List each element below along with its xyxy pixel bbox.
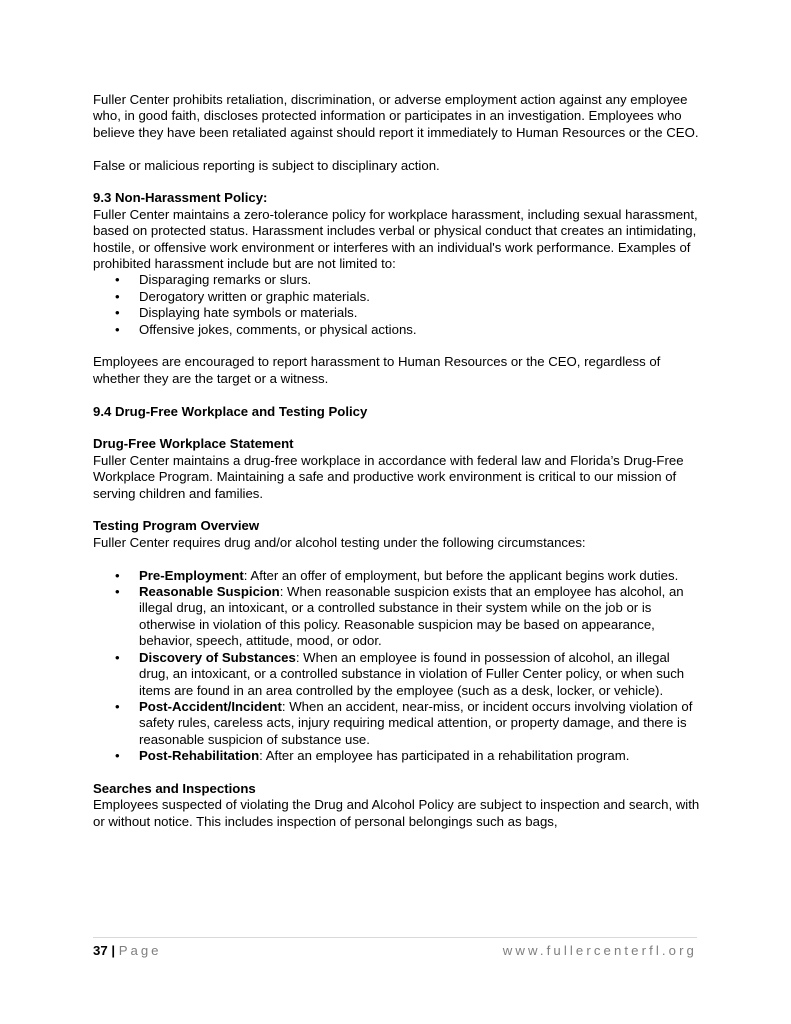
list-item-term: Post-Rehabilitation — [139, 748, 260, 764]
list-item: • Offensive jokes, comments, or physical actions. — [93, 322, 703, 338]
list-item-term: Discovery of Substances — [139, 649, 296, 665]
list-item — [93, 584, 703, 650]
list-item-text: : When an accident, near-miss, or incident occurs involving violation of safety rules, careless acts, injury requiring medical attention, or property damage, and there is reasonable suspicion of substance use. — [139, 698, 693, 747]
searches-heading: Searches and Inspections — [93, 780, 256, 796]
retaliation-paragraph: Fuller Center prohibits retaliation, discrimination, or adverse employment action against any employee who, in good faith, discloses protected information or participates in an investigation. Employees who believe they have been retaliated against should report it immediately to Human Resources or the CEO. — [93, 92, 699, 140]
list-item — [93, 699, 703, 748]
list-item: • Derogatory written or graphic materials. — [93, 289, 703, 305]
list-item-text: : After an offer of employment, but before the applicant begins work duties. — [243, 567, 679, 583]
page-separator: | — [111, 943, 116, 958]
false-reporting-paragraph: False or malicious reporting is subject to disciplinary action. — [93, 157, 440, 173]
searches-body: Employees suspected of violating the Drug and Alcohol Policy are subject to inspection and search, with or without notice. This includes inspection of personal belongings such as bags, — [93, 797, 700, 829]
list-item-term: Reasonable Suspicion — [139, 584, 280, 600]
page-word: Page — [118, 943, 162, 958]
list-item-text: : When an employee is found in possession of alcohol, an illegal drug, an intoxicant, or a controlled substance in violation of Fuller Center policy, or when such items are found in an area controlled by the employee (such as a desk, locker, or vehicle). — [139, 649, 685, 698]
page-footer — [93, 937, 697, 960]
list-item — [93, 650, 703, 699]
harassment-report-paragraph: Employees are encouraged to report harassment to Human Resources or the CEO, regardless of whether they are the target or a witness. — [93, 354, 661, 386]
page-label — [93, 942, 162, 960]
list-item: • Displaying hate symbols or materials. — [93, 305, 703, 321]
list-item — [93, 568, 703, 584]
drug-free-statement-heading: Drug-Free Workplace Statement — [93, 436, 294, 452]
list-item-text: : When reasonable suspicion exists that an employee has alcohol, an illegal drug, an intoxicant, or a controlled substance in their system while on the job or is otherwise in violation of this policy. Reasonable suspicion may be based on appearance, behavior, speech, attitude, mood, or odor. — [139, 584, 684, 649]
section-9-3-body: Fuller Center maintains a zero-tolerance policy for workplace harassment, including sexual harassment, based on protected status. Harassment includes verbal or physical conduct that creates an intimidating, hostile, or offensive work environment or interferes with an individual's work performance. Examples of prohibited harassment include but are not limited to: — [93, 206, 698, 272]
testing-circumstances-list — [93, 568, 703, 765]
page-number: 37 — [93, 943, 108, 958]
section-9-4-heading: 9.4 Drug-Free Workplace and Testing Policy — [93, 403, 368, 419]
list-item-term: Post-Accident/Incident — [139, 698, 282, 714]
drug-free-statement-body: Fuller Center maintains a drug-free workplace in accordance with federal law and Florida’s Drug-Free Workplace Program. Maintaining a safe and productive work environment is critical to our mission of serving children and families. — [93, 452, 684, 501]
list-item: • Disparaging remarks or slurs. — [93, 272, 703, 288]
list-item — [93, 748, 703, 764]
list-item-text: : After an employee has participated in a rehabilitation program. — [259, 748, 630, 764]
list-item-term: Pre-Employment — [139, 567, 244, 583]
testing-program-heading: Testing Program Overview — [93, 518, 260, 534]
document-body — [93, 92, 703, 830]
section-9-3-heading: 9.3 Non-Harassment Policy: — [93, 190, 268, 206]
harassment-examples-list — [93, 272, 703, 338]
testing-program-intro: Fuller Center requires drug and/or alcohol testing under the following circumstances: — [93, 534, 586, 550]
website-link[interactable]: www.fullercenterfl.org — [502, 943, 697, 958]
